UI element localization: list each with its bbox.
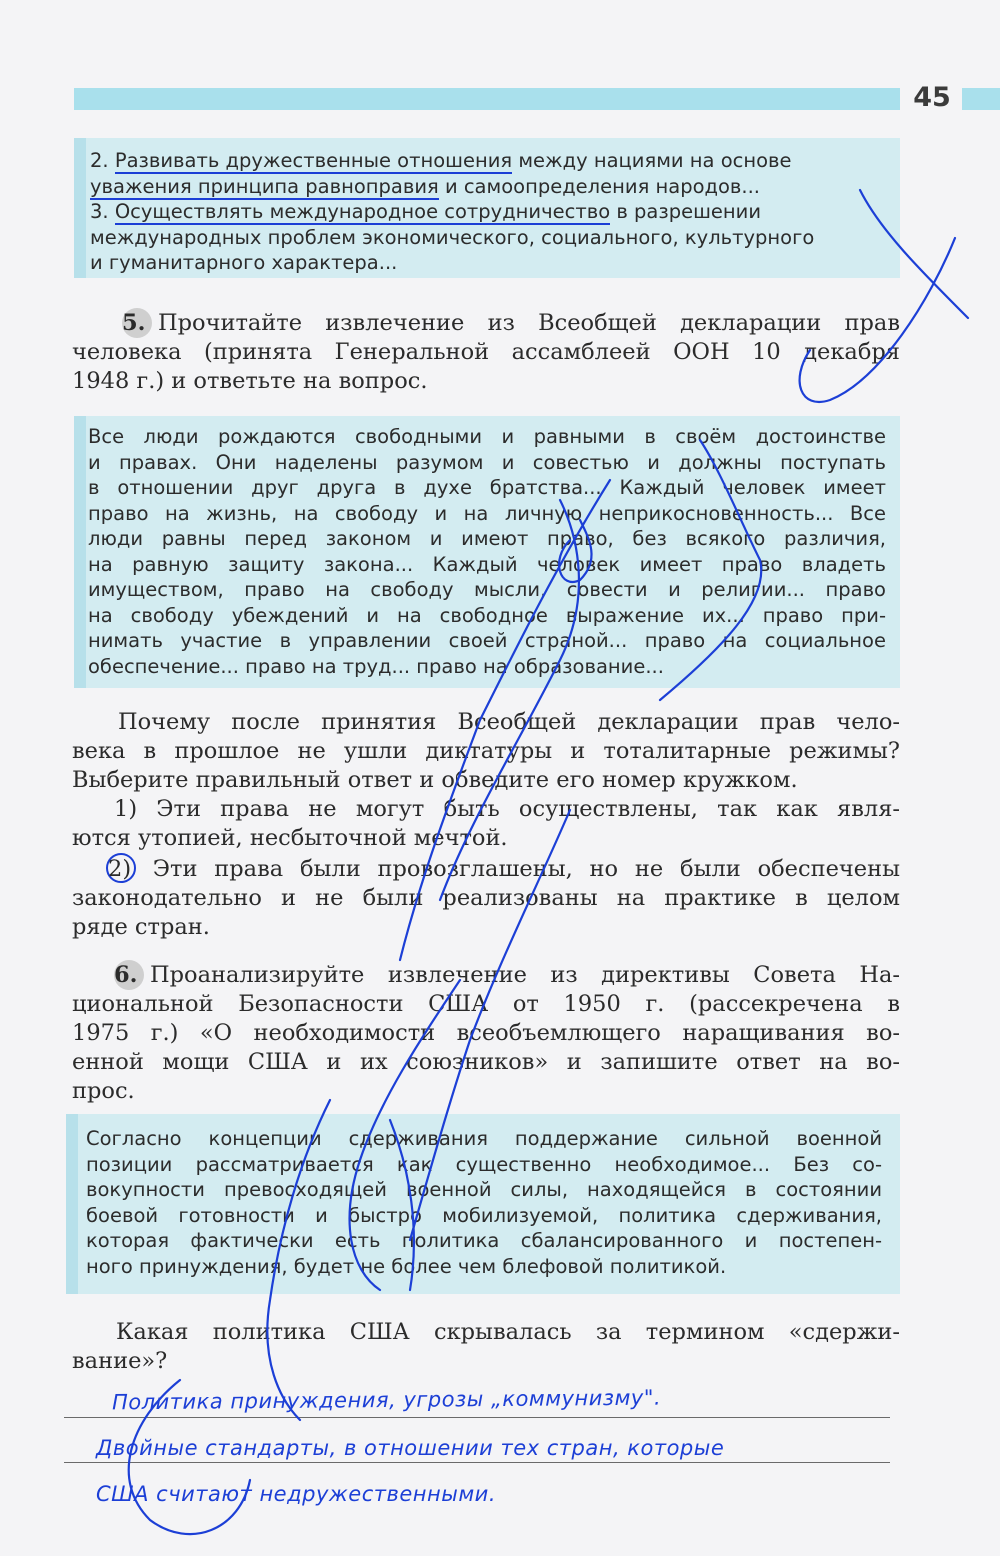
box1-line: международных проблем экономического, социального, культурного [90, 225, 815, 249]
question5-line: Выберите правильный ответ и обведите его номер кружком. [72, 767, 798, 793]
option-2-line: законодательно и не были реализованы на практике в целом [72, 885, 900, 911]
quote-box-directive [66, 1114, 900, 1294]
box2-line: Все люди рождаются свободными и равными в своём достоинстве [88, 425, 886, 448]
task-6 [72, 960, 900, 1106]
box2-line: имуществом, право на свободу мысли, совести и религии... право [88, 578, 886, 601]
box1-line: и гуманитарного характера... [90, 251, 398, 274]
quote-box-un-charter [74, 138, 900, 278]
box-stripe [74, 138, 86, 278]
box2-line: на равную защиту закона... Каждый человек имеет право владеть [88, 552, 886, 576]
header-band-right [962, 88, 1000, 110]
question6-line: вание»? [72, 1348, 168, 1374]
circled-answer-number: 2) [106, 853, 136, 883]
page-number: 45 [913, 82, 951, 113]
quote-box-declaration [74, 416, 900, 688]
box2-line: нимать участие в управлении своей страной... право на социальное [88, 629, 886, 652]
box3-line: позиции рассматривается как существенно необходимое... Без со- [86, 1152, 882, 1176]
box-stripe [66, 1114, 78, 1294]
task6-line: 1975 г.) «О необходимости всеобъемлющего наращивания во- [72, 1020, 900, 1046]
question6-line: Какая политика США скрывалась за термином «сдержи- [116, 1319, 900, 1345]
task6-line: 6. Проанализируйте извлечение из директивы Совета На- [114, 962, 900, 988]
box2-line: право на жизнь, на свободу и на личную неприкосновенность... Все [88, 501, 886, 525]
task5-line: человека (принята Генеральной ассамблеей ООН 10 декабря [72, 339, 900, 365]
option-1-line: 1) Эти права не могут быть осуществлены, так как явля- [114, 796, 900, 822]
header-band [74, 88, 900, 110]
box2-line: и правах. Они наделены разумом и совестью и должны поступать [88, 450, 886, 474]
option-2-line: 2) Эти права были провозглашены, но не были обеспечены [72, 853, 900, 884]
question-5 [72, 708, 900, 942]
task6-line: енной мощи США и их союзников» и запишите ответ на во- [72, 1049, 900, 1075]
box2-line: в отношении друг друга в духе братства... Каждый человек имеет [88, 476, 886, 499]
handwritten-answer-line: Двойные стандарты, в отношении тех стран, которые [96, 1436, 725, 1460]
box3-line: боевой готовности и быстро мобилизуемой, политика сдерживания, [86, 1203, 882, 1227]
handwritten-answer-line: Политика принуждения, угрозы „коммунизму". [111, 1385, 662, 1415]
task-number: 6. [114, 960, 144, 990]
task-5 [72, 308, 900, 396]
task6-line: циональной Безопасности США от 1950 г. (рассекречена в [72, 991, 900, 1017]
answer-line [64, 1417, 890, 1418]
option-2-line: ряде стран. [72, 914, 210, 940]
question5-line: века в прошлое не ушли диктатуры и тоталитарные режимы? [72, 738, 900, 764]
task5-line: 1948 г.) и ответьте на вопрос. [72, 368, 428, 394]
task6-line: прос. [72, 1078, 135, 1104]
option-1-line: ются утопией, несбыточной мечтой. [72, 825, 508, 851]
handwritten-answer-line: США считают недружественными. [96, 1482, 496, 1506]
answer-line [64, 1462, 890, 1463]
box1-line: 3. Осуществлять международное сотрудничество в разрешении [90, 200, 762, 223]
box1-line: уважения принципа равноправия и самоопределения народов... [90, 174, 761, 198]
box2-line: на свободу убеждений и на свободное выражение их... право при- [88, 603, 886, 627]
question5-line: Почему после принятия Всеобщей декларации прав чело- [118, 709, 900, 735]
box3-line: Согласно концепции сдерживания поддержание сильной военной [86, 1127, 882, 1150]
box-stripe [74, 416, 86, 688]
question-6 [72, 1318, 900, 1376]
box2-line: обеспечение... право на труд... право на образование... [88, 654, 664, 678]
task5-line: 5. Прочитайте извлечение из Всеобщей декларации прав [122, 310, 900, 336]
box3-line: вокупности превосходящей военной силы, находящейся в состоянии [86, 1178, 882, 1201]
box1-line: 2. Развивать дружественные отношения между нациями на основе [90, 149, 792, 172]
box3-line: ного принуждения, будет не более чем блефовой политикой. [86, 1254, 727, 1278]
task-number: 5. [122, 308, 152, 338]
box2-line: люди равны перед законом и имеют право, без всякого различия, [88, 527, 886, 550]
box3-line: которая фактически есть политика сбалансированного и постепен- [86, 1229, 882, 1252]
